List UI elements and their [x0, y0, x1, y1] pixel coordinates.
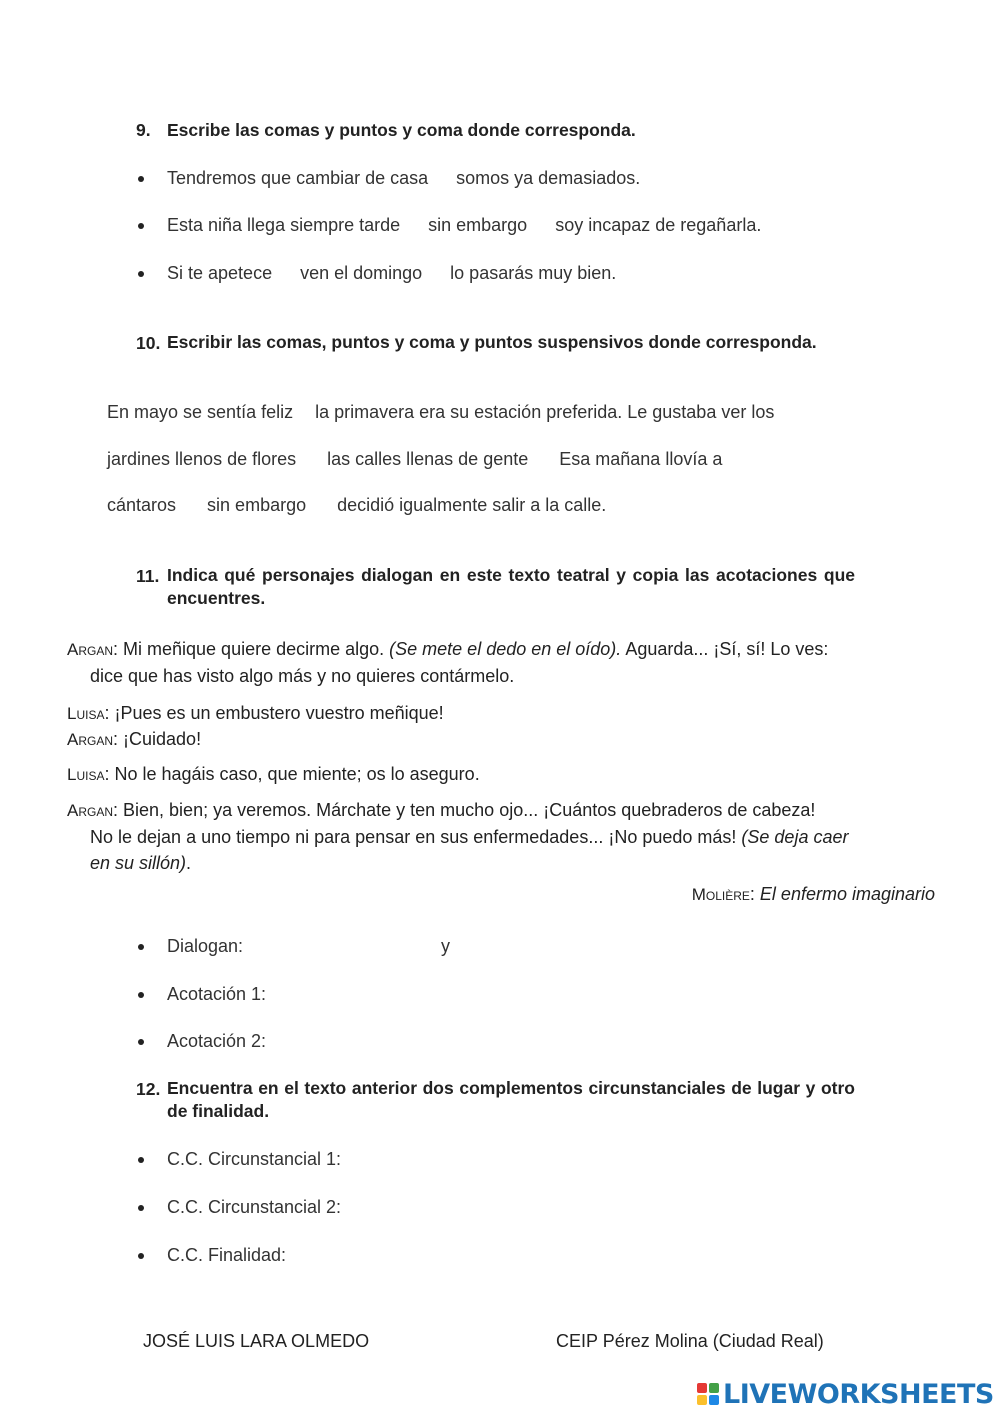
dialogue-text: : No le hagáis caso, que miente; os lo aseguro.: [104, 764, 480, 784]
bullet-icon: [138, 1157, 144, 1163]
logo-text: LIVEWORKSHEETS: [723, 1378, 994, 1410]
answer-cc-2: C.C. Circunstancial 2:: [167, 1197, 342, 1217]
dialogue-line-1-cont: dice que has visto algo más y no quieres contármelo.: [90, 666, 515, 686]
q10-line-2-part-1: jardines llenos de flores: [107, 449, 297, 469]
q10-line-3-part-1: cántaros: [107, 495, 177, 515]
dialogue-text: .: [186, 853, 192, 873]
attribution-separator: :: [749, 884, 760, 904]
answer-cc-finalidad: C.C. Finalidad:: [167, 1245, 287, 1265]
bullet-icon: [138, 992, 144, 998]
answer-dialogan-label: Dialogan:: [167, 936, 244, 956]
dialogue-line-5: [67, 800, 815, 821]
q9-item-1-part-1: Tendremos que cambiar de casa: [167, 168, 429, 188]
q10-line-3-part-3: decidió igualmente salir a la calle.: [337, 495, 607, 515]
q11-number: 11.: [136, 566, 160, 586]
q9-item-3-part-3: lo pasarás muy bien.: [450, 263, 617, 283]
attribution-author: Molière: [691, 885, 750, 904]
q9-number: 9.: [136, 120, 151, 140]
speaker-name: Argan: [67, 730, 114, 749]
bullet-icon: [138, 223, 144, 229]
bullet-icon: [138, 176, 144, 182]
q9-item-3-part-1: Si te apetece: [167, 263, 273, 283]
bullet-icon: [138, 1205, 144, 1211]
stage-direction: (Se mete el dedo en el oído).: [389, 639, 622, 659]
q10-title: Escribir las comas, puntos y coma y puntos suspensivos donde corresponda.: [167, 332, 817, 352]
q10-line-1: [107, 402, 774, 423]
q10-line-2-part-3: Esa mañana llovía a: [559, 449, 723, 469]
logo-squares-icon: [697, 1383, 719, 1405]
q12-title: Encuentra en el texto anterior dos complementos circunstanciales de lugar y otro de finalidad.: [167, 1078, 855, 1121]
bullet-icon: [138, 1039, 144, 1045]
q11-title: Indica qué personajes dialogan en este texto teatral y copia las acotaciones que encuentres.: [167, 565, 855, 608]
q10-line-3-part-2: sin embargo: [207, 495, 307, 515]
q10-line-2-part-2: las calles llenas de gente: [327, 449, 529, 469]
attribution: [692, 884, 935, 905]
q10-line-1-part-1: En mayo se sentía feliz: [107, 402, 294, 422]
q10-line-1-part-2: la primavera era su estación preferida. Le gustaba ver los: [315, 402, 775, 422]
q9-item-2-part-1: Esta niña llega siempre tarde: [167, 215, 401, 235]
dialogue-text: : Mi meñique quiere decirme algo.: [113, 639, 390, 659]
dialogue-text: : Bien, bien; ya veremos. Márchate y ten mucho ojo... ¡Cuántos quebraderos de cabeza!: [113, 800, 816, 820]
bullet-icon: [138, 1253, 144, 1259]
q9-item-1: [167, 168, 640, 189]
attribution-work: El enfermo imaginario: [759, 884, 935, 904]
bullet-icon: [138, 271, 144, 277]
q12-number: 12.: [136, 1079, 161, 1099]
answer-dialogan-y: y: [441, 936, 450, 956]
dialogue-text: Aguarda... ¡Sí, sí! Lo ves:: [621, 639, 829, 659]
q9-title: Escribe las comas y puntos y coma donde corresponda.: [167, 120, 636, 140]
dialogue-line-5-cont: [90, 827, 848, 848]
stage-direction: (Se deja caer: [741, 827, 849, 847]
stage-direction: en su sillón): [90, 853, 187, 873]
dialogue-text: No le dejan a uno tiempo ni para pensar en sus enfermedades... ¡No puedo más!: [90, 827, 742, 847]
speaker-name: Argan: [67, 801, 114, 820]
q9-item-2: [167, 215, 761, 236]
answer-acotacion-1: Acotación 1:: [167, 984, 267, 1004]
dialogue-line-4: [67, 764, 480, 785]
q10-line-3: [107, 495, 606, 516]
dialogue-text: : ¡Cuidado!: [113, 729, 202, 749]
q10-line-2: [107, 449, 722, 470]
footer-author: JOSÉ LUIS LARA OLMEDO: [143, 1331, 370, 1351]
speaker-name: Luisa: [67, 704, 105, 723]
q10-number: 10.: [136, 333, 161, 353]
q9-item-3-part-2: ven el domingo: [300, 263, 423, 283]
liveworksheets-logo[interactable]: [697, 1377, 994, 1411]
speaker-name: Luisa: [67, 765, 105, 784]
footer-school: CEIP Pérez Molina (Ciudad Real): [556, 1331, 824, 1351]
dialogue-text: : ¡Pues es un embustero vuestro meñique!: [104, 703, 444, 723]
q9-item-3: [167, 263, 616, 284]
q9-item-1-part-2: somos ya demasiados.: [456, 168, 641, 188]
answer-cc-1: C.C. Circunstancial 1:: [167, 1149, 342, 1169]
q9-item-2-part-3: soy incapaz de regañarla.: [555, 215, 762, 235]
dialogue-line-1: [67, 639, 828, 660]
speaker-name: Argan: [67, 640, 114, 659]
dialogue-line-3: [67, 729, 201, 750]
dialogue-line-2: [67, 703, 444, 724]
dialogue-line-5-end: [90, 853, 191, 874]
q9-item-2-part-2: sin embargo: [428, 215, 528, 235]
bullet-icon: [138, 944, 144, 950]
answer-acotacion-2: Acotación 2:: [167, 1031, 267, 1051]
